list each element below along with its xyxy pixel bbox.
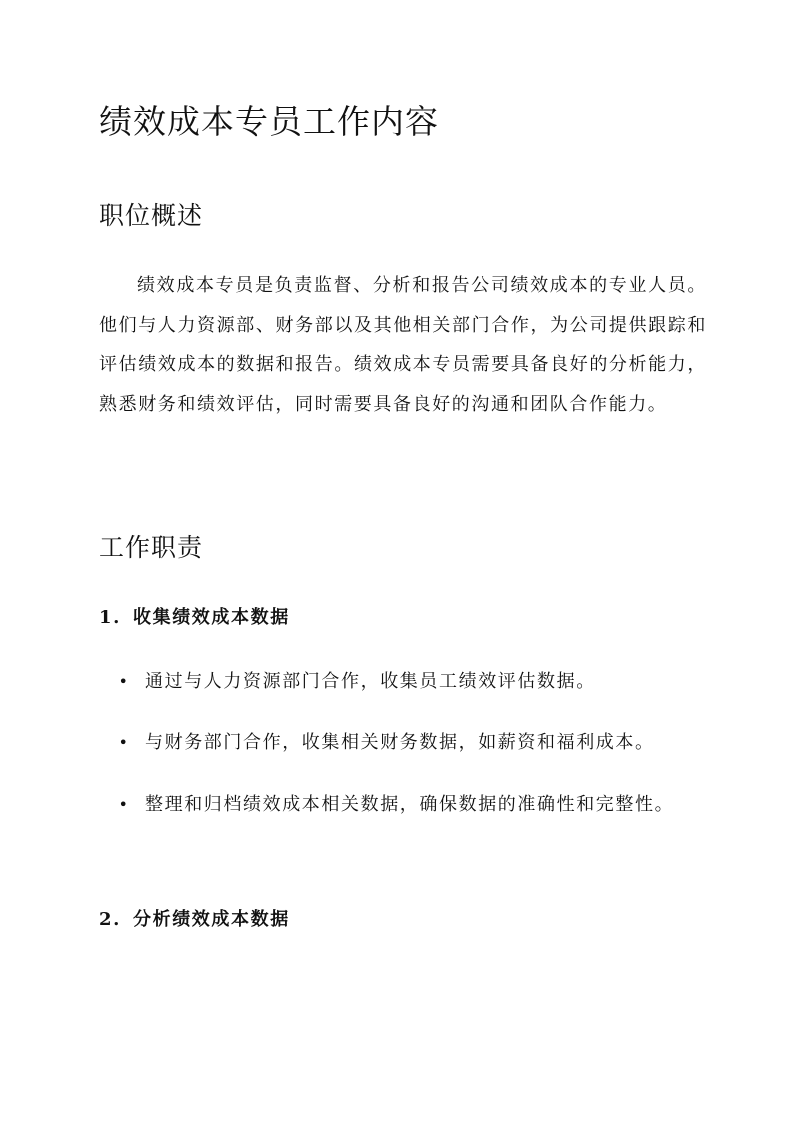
duty-item-number: 2. <box>99 909 121 930</box>
list-item <box>117 656 697 708</box>
list-item <box>117 717 697 769</box>
overview-paragraph: 绩效成本专员是负责监督、分析和报告公司绩效成本的专业人员。他们与人力资源部、财务部以及其他相关部门合作，为公司提供跟踪和评估绩效成本的数据和报告。绩效成本专员需要具备良好的分析能力，熟悉财务和绩效评估，同时需要具备良好的沟通和团队合作能力。 <box>99 275 707 415</box>
overview-heading: 职位概述 <box>99 201 204 230</box>
duty-item-title: 分析绩效成本数据 <box>133 909 290 930</box>
duty-item-number: 1. <box>99 607 121 628</box>
duty-item-2 <box>99 905 290 931</box>
bullet-text: 通过与人力资源部门合作，收集员工绩效评估数据。 <box>145 671 596 692</box>
duty-item-title: 收集绩效成本数据 <box>133 607 290 628</box>
duties-heading: 工作职责 <box>99 533 204 562</box>
bullet-text: 与财务部门合作，收集相关财务数据，如薪资和福利成本。 <box>145 732 655 753</box>
list-item <box>117 779 697 831</box>
duty-item-1 <box>99 603 290 629</box>
bullet-icon: • <box>118 733 130 752</box>
document-title: 绩效成本专员工作内容 <box>99 102 439 141</box>
bullet-icon: • <box>118 795 130 814</box>
bullet-icon: • <box>118 672 130 691</box>
bullet-text: 整理和归档绩效成本相关数据，确保数据的准确性和完整性。 <box>145 794 675 815</box>
